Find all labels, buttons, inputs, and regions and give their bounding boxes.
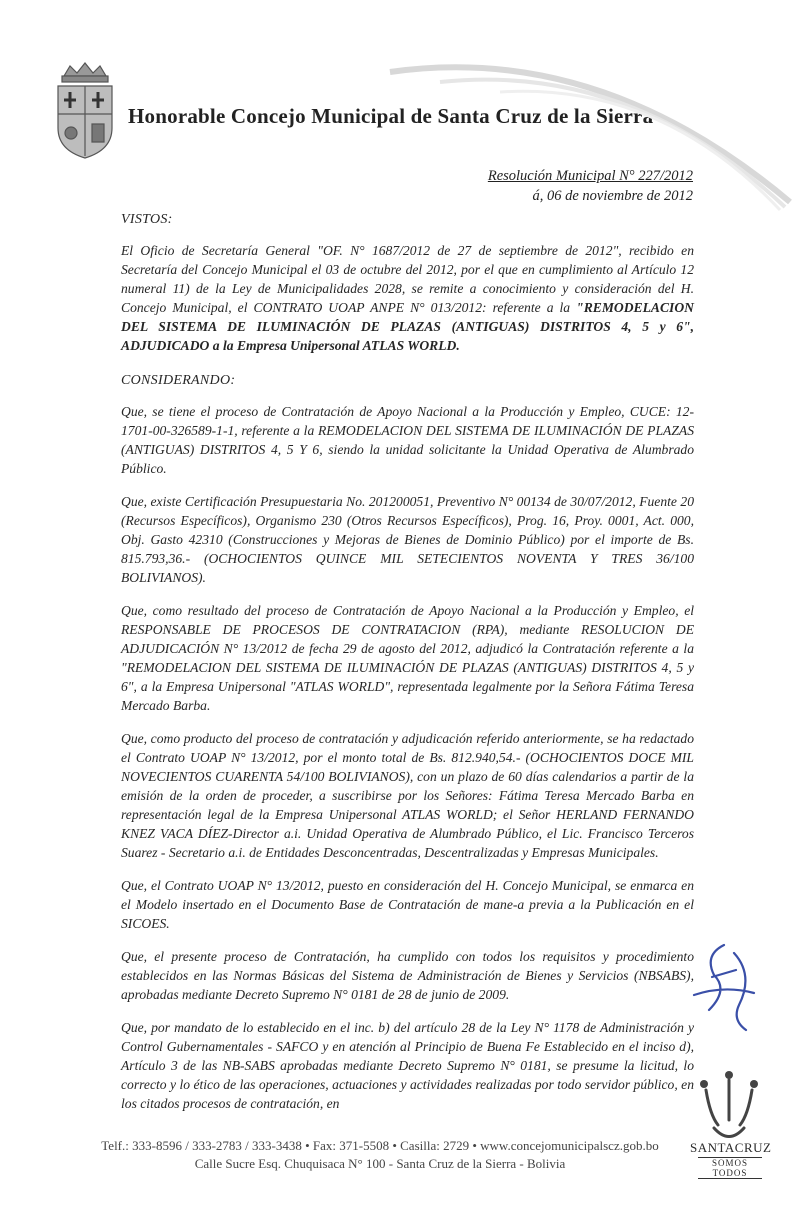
logo-title: SANTACRUZ — [690, 1140, 772, 1155]
organization-title: Honorable Concejo Municipal de Santa Cruz de la Sierra — [128, 104, 654, 128]
paragraph-1: Que, se tiene el proceso de Contratación de Apoyo Nacional a la Producción y Empleo, CUCE: 12-1701-00-326589-1-1, referente a la REMODELACION DEL SISTEMA DE ILUMINACIÓN DE PLAZAS (ANTIGUAS) DISTRITOS 4, 5 Y 6, siendo la unidad solicitante la Unidad Operativa de Alumbrado Público. — [121, 404, 694, 476]
section-title-considerando: CONSIDERANDO: — [121, 373, 236, 388]
paragraph-7: Que, por mandato de lo establecido en el inc. b) del artículo 28 de la Ley N° 1178 de Administración y Control Gubernamentales - SAFCO y en atención al Principio de Buena Fe Establecido en el inciso d), Artículo 3 de las NB-SABS aprobadas mediante Decreto Supremo N° 0181, se presume la licitud, lo correcto y lo ético de las operaciones, actuaciones y actividades realizadas por todo servidor público, en los citados procesos de contratación, en — [121, 1020, 694, 1111]
footer-address: Calle Sucre Esq. Chuquisaca N° 100 - Santa Cruz de la Sierra - Bolivia — [194, 1156, 566, 1171]
paragraph-6: Que, el presente proceso de Contratación, ha cumplido con todos los requisitos y procedimiento establecidos en las Normas Básicas del Sistema de Administración de Bienes y Servicios (NBSABS), aprobadas mediante Decreto Supremo N° 0181 de 28 de junio de 2009. — [121, 949, 694, 1002]
vistos-text: El Oficio de Secretaría General "OF. N° 1687/2012 de 27 de septiembre de 2012", recibido en Secretaría del Concejo Municipal el 03 de octubre del 2012, por el que en cumplimiento al Artículo 12 numeral 11) de la Ley de Municipalidades 2028, se remite a conocimiento y consideración del H. Concejo Municipal, el CONTRATO UOAP ANPE N° 013/2012: referente a la — [121, 243, 694, 315]
handwritten-initials-icon — [684, 935, 764, 1045]
resolution-date: á, 06 de noviembre de 2012 — [532, 188, 693, 204]
vistos-contract-title: "REMODELACION DEL SISTEMA DE ILUMINACIÓN DE PLAZAS (ANTIGUAS) DISTRITOS 4, 5 y 6", ADJUDICADO a la Empresa Unipersonal ATLAS WORLD. — [121, 300, 694, 353]
resolution-header — [488, 166, 693, 206]
paragraph-2: Que, existe Certificación Presupuestaria No. 201200051, Preventivo N° 00134 de 30/07/2012, Fuente 20 (Recursos Específicos), Organismo 230 (Otros Recursos Específicos), Prog. 16, Proy. 0001, Act. 000, Obj. Gasto 42310 (Construcciones y Mejoras de Bienes de Dominio Público) por el importe de Bs. 815.793,36.- (OCHOCIENTOS QUINCE MIL SETECIENTOS NOVENTA Y TRES 36/100 BOLIVIANOS). — [121, 494, 694, 585]
paragraph-5: Que, el Contrato UOAP N° 13/2012, puesto en consideración del H. Concejo Municipal, se enmarca en el Modelo insertado en el Documento Base de Contratación de mane-a previa a la Publicación en el SICOES. — [121, 878, 694, 931]
section-title-vistos: VISTOS: — [121, 212, 173, 227]
coat-of-arms-icon — [50, 58, 120, 163]
paragraph-4: Que, como producto del proceso de contratación y adjudicación referido anteriormente, se ha redactado el Contrato UOAP N° 13/2012, por el monto total de Bs. 812.940,54.- (OCHOCIENTOS DOCE MIL NOVECIENTOS CUARENTA 54/100 BOLIVIANOS), con un plazo de 60 días calendarios a partir de la emisión de la orden de proceder, a suscribirse por los Señores: Fátima Teresa Mercado Barba en representación legal de la Empresa Unipersonal ATLAS WORLD; el Señor HERLAND FERNANDO KNEZ VACA DÍEZ-Director a.i. Unidad Operativa de Alumbrado Público, el Lic. Francisco Terceros Suarez - Secretario a.i. de Entidades Desconcentradas, Descentralizadas y Empresas Municipales. — [121, 731, 694, 860]
logo-subtitle: SOMOS TODOS — [698, 1157, 762, 1179]
footer-contact: Telf.: 333-8596 / 333-2783 / 333-3438 • Fax: 371-5508 • Casilla: 2729 • www.concejomunicipalscz.gob.bo — [101, 1138, 659, 1153]
resolution-number: Resolución Municipal N° 227/2012 — [487, 168, 693, 184]
paragraph-vistos — [121, 241, 694, 355]
logo-caption — [690, 1140, 770, 1179]
page-footer — [60, 1137, 700, 1173]
paragraph-3: Que, como resultado del proceso de Contratación de Apoyo Nacional a la Producción y Empleo, el RESPONSABLE DE PROCESOS DE CONTRATACION (RPA), mediante RESOLUCION DE ADJUDICACIÓN N° 13/2012 de fecha 29 de agosto del 2012, adjudicó la Contratación referente a la "REMODELACION DEL SISTEMA DE ILUMINACIÓN DE PLAZAS (ANTIGUAS) DISTRITOS 4, 5 y 6", a la Empresa Unipersonal "ATLAS WORLD", representada legalmente por la Señora Fátima Teresa Mercado Barba. — [121, 603, 694, 713]
document-body — [121, 210, 694, 1127]
